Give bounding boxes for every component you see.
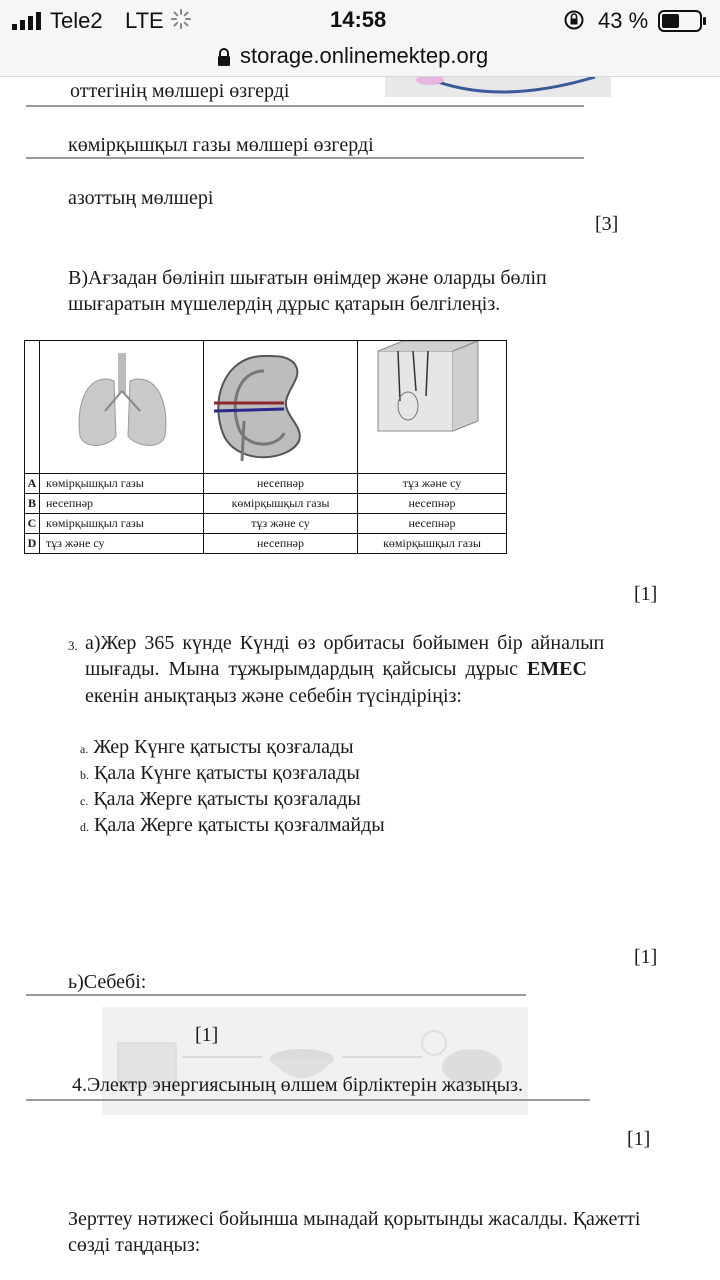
question-3-line3: екенін анықтаңыз және себебін түсіндіріңіз:: [85, 685, 462, 707]
mark-label: [3]: [595, 213, 619, 235]
answer-line-nitrogen: азоттың мөлшері: [68, 187, 214, 209]
conclusion-line1: Зерттеу нәтижесі бойынша мынадай қорытынды жасалды. Қажетті: [68, 1208, 641, 1230]
mark-label: [1]: [627, 1128, 651, 1150]
answer-line-co2: көмірқышқыл газы мөлшері өзгерді: [68, 134, 374, 156]
mark-label: [1]: [634, 946, 658, 968]
images-row: [25, 341, 507, 474]
option-a: a. Жер Күнге қатысты қозғалады: [80, 736, 354, 758]
kidney-image-cell: [204, 341, 358, 474]
status-bar: [0, 0, 720, 40]
lock-icon: [216, 46, 232, 68]
url-bar[interactable]: [0, 40, 720, 77]
mark-label: [1]: [195, 1024, 219, 1046]
battery-icon: [658, 10, 708, 32]
divider: [26, 157, 584, 159]
question-b-line2: шығаратын мүшелердің дұрыс қатарын белгілеңіз.: [68, 293, 501, 315]
divider: [26, 1099, 590, 1101]
question-3-number: 3.: [68, 638, 78, 653]
table-row: D тұз және су несепнәр көмірқышқыл газы: [25, 534, 507, 554]
divider: [26, 105, 584, 107]
option-d: d. Қала Жерге қатысты қозғалмайды: [80, 814, 385, 836]
network-type: LTE: [125, 8, 164, 33]
clock: 14:58: [330, 7, 387, 32]
table-row: A көмірқышқыл газы несепнәр тұз және су: [25, 474, 507, 494]
question-3-line1: а)Жер 365 күнде Күнді өз орбитасы бойымен бір айналып: [85, 632, 605, 654]
table-row: B несепнәр көмірқышқыл газы несепнәр: [25, 494, 507, 514]
option-b: b. Қала Күнге қатысты қозғалады: [80, 762, 360, 784]
mark-label: [1]: [634, 583, 658, 605]
url-text[interactable]: storage.onlinemektep.org: [240, 43, 489, 68]
kidney-icon: [204, 341, 357, 469]
emphasis-not: ЕМЕС: [526, 658, 587, 680]
battery-percent: 43 %: [598, 8, 649, 33]
question-4: 4.Электр энергиясының өлшем бірліктерін жазыңыз.: [72, 1074, 523, 1096]
lungs-image-cell: [40, 341, 204, 474]
skin-image-cell: [358, 341, 507, 474]
question-3-line2: шығады. Мына тұжырымдардың қайсысы дұрыс ЕМЕС: [85, 658, 587, 680]
reason-label: ь)Себебі:: [68, 971, 147, 993]
signal-icon: [12, 12, 44, 30]
organs-table: [24, 340, 507, 554]
divider: [26, 994, 526, 996]
carrier-name: Tele2: [50, 8, 103, 33]
table-row: C көмірқышқыл газы тұз және су несепнәр: [25, 514, 507, 534]
loading-icon: [171, 9, 191, 29]
rotation-lock-icon: [563, 9, 585, 31]
question-b-line1: В)Ағзадан бөлініп шығатын өнімдер және оларды бөліп: [68, 267, 547, 289]
conclusion-line2: сөзді таңдаңыз:: [68, 1234, 201, 1256]
skin-icon: [358, 341, 506, 469]
answer-line-oxygen: оттегінің мөлшері өзгерді: [70, 80, 290, 102]
partial-diagram-image: [385, 77, 611, 97]
lungs-icon: [40, 341, 203, 469]
option-c: c. Қала Жерге қатысты қозғалады: [80, 788, 361, 810]
